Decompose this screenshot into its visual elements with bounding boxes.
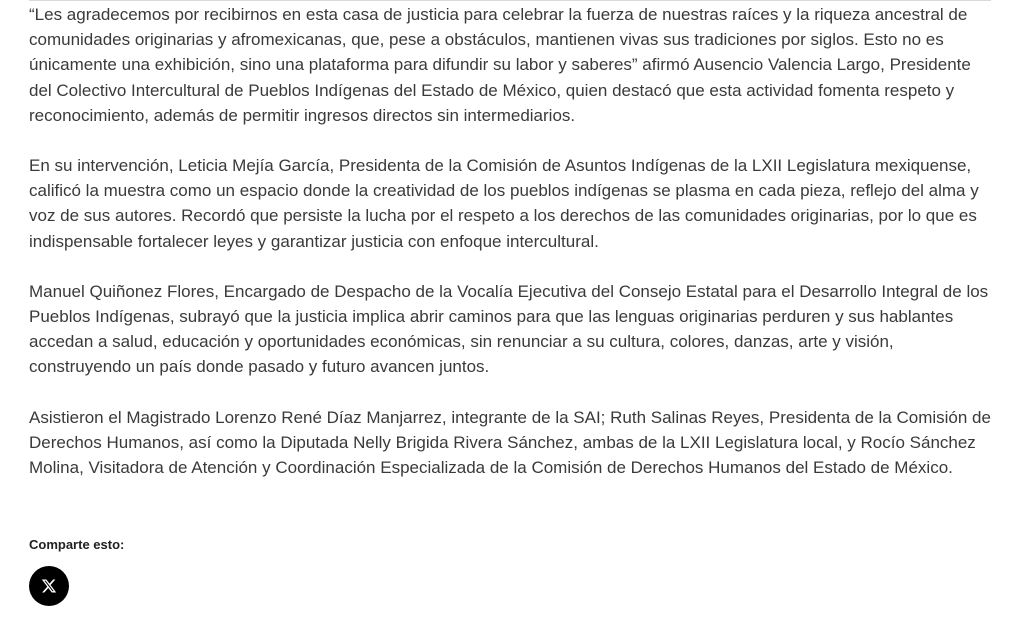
top-divider	[29, 0, 991, 1]
article-paragraph-2: En su intervención, Leticia Mejía García, Presidenta de la Comisión de Asuntos Indígenas de la LXII Legislatura mexiquense, calificó la muestra como un espacio donde la creatividad de los pueblos indígenas se plasma en cada pieza, reflejo del alma y voz de sus autores. Recordó que persiste la lucha por el respeto a los derechos de las comunidades originarias, por lo que es indispensable fortalecer leyes y garantizar justicia con enfoque intercultural.	[29, 156, 979, 251]
share-section	[29, 536, 124, 554]
share-heading: Comparte esto:	[29, 537, 125, 552]
x-logo-icon	[41, 578, 57, 594]
article-paragraph-4: Asistieron el Magistrado Lorenzo René Díaz Manjarrez, integrante de la SAI; Ruth Salinas Reyes, Presidenta de la Comisión de Derechos Humanos, así como la Diputada Nelly Brigida Rivera Sánchez, ambas de la LXII Legislatura local, y Rocío Sánchez Molina, Visitadora de Atención y Coordinación Especializada de la Comisión de Derechos Humanos del Estado de México.	[29, 407, 991, 478]
article-body	[29, 2, 994, 505]
share-x-button[interactable]	[29, 566, 69, 606]
article-paragraph-3: Manuel Quiñonez Flores, Encargado de Despacho de la Vocalía Ejecutiva del Consejo Estatal para el Desarrollo Integral de los Pueblos Indígenas, subrayó que la justicia implica abrir caminos para que las lenguas originarias perduren y sus hablantes accedan a salud, educación y oportunidades económicas, sin renunciar a su cultura, colores, danzas, arte y visión, construyendo un país donde pasado y futuro avancen juntos.	[29, 281, 989, 377]
article-paragraph-1: “Les agradecemos por recibirnos en esta casa de justicia para celebrar la fuerza de nuestras raíces y la riqueza ancestral de comunidades originarias y afromexicanas, que, pese a obstáculos, mantienen vivas sus tradiciones por siglos. Esto no es únicamente una exhibición, sino una plataforma para difundir su labor y saberes” afirmó Ausencio Valencia Largo, Presidente del Colectivo Intercultural de Pueblos Indígenas del Estado de México, quien destacó que esta actividad fomenta respeto y reconocimiento, además de permitir ingresos directos sin intermediarios.	[29, 5, 971, 125]
